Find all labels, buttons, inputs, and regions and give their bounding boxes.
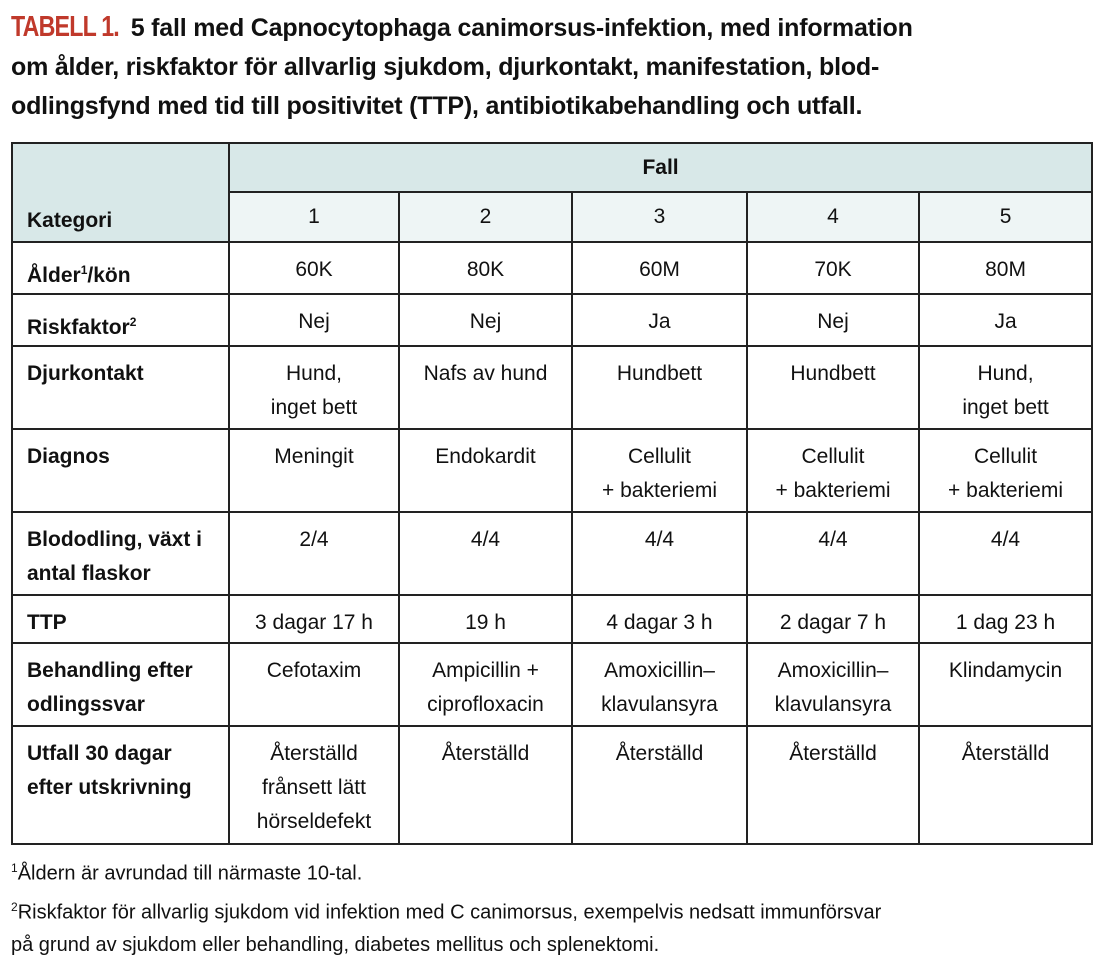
table-cell: 1 dag 23 h [919,595,1092,643]
case-number-header: 1 [229,192,399,242]
table-cell: Cellulit + bakteriemi [572,429,747,512]
row-category [12,643,229,726]
table-row [12,294,1092,346]
table-cell: Återställd [747,726,919,844]
category-label: Behandling efter odlingssvar [27,659,193,716]
caption-line: 5 fall med Capnocytophaga canimorsus-infektion, med information [130,14,913,42]
table-cell: Amoxicillin– klavulansyra [572,643,747,726]
row-category [12,512,229,595]
caption-line: om ålder, riskfaktor för allvarlig sjukdom, djurkontakt, manifestation, blod- [11,53,880,81]
case-number-header: 3 [572,192,747,242]
category-label: Ålder [27,264,81,287]
table-row [12,242,1092,294]
caption-line: odlingsfynd med tid till positivitet (TTP), antibiotikabehandling och utfall. [11,92,863,120]
row-category [12,346,229,429]
table-cell: Återställd [399,726,572,844]
footnote-ref: 2 [129,315,137,329]
footnotes [11,852,1101,962]
row-category [12,726,229,844]
footnote-text: Riskfaktor för allvarlig sjukdom vid infektion med C canimorsus, exempelvis nedsatt immunförsvar på grund av sjukdom eller behandling, diabetes mellitus och splenektomi. [11,901,882,957]
category-label: TTP [27,611,67,634]
caption-label: TABELL 1. [11,11,119,43]
case-number-header: 2 [399,192,572,242]
table-cell: 4/4 [747,512,919,595]
row-category [12,429,229,512]
row-category [12,294,229,346]
category-label: Utfall 30 dagar efter utskrivning [27,742,192,799]
category-suffix: /kön [87,264,131,287]
category-label: Blododling, växt i antal flaskor [27,528,203,585]
row-category [12,242,229,294]
category-label: Riskfaktor [27,316,130,339]
table-cell: Cefotaxim [229,643,399,726]
row-category [12,595,229,643]
table-cell: 2 dagar 7 h [747,595,919,643]
table-cell: Hundbett [572,346,747,429]
table-cell: Nej [747,294,919,346]
footnote [11,891,1101,962]
table-row [12,726,1092,844]
table-cell: Cellulit + bakteriemi [747,429,919,512]
footnote-mark: 2 [11,899,18,914]
case-number-header: 4 [747,192,919,242]
group-header: Fall [229,143,1092,192]
table-cell: 80M [919,242,1092,294]
table-row [12,346,1092,429]
table-cell: Ampicillin + ciprofloxacin [399,643,572,726]
table-cell: Återställd frånsett lätt hörseldefekt [229,726,399,844]
table-cell: Nej [399,294,572,346]
footnote-mark: 1 [11,861,18,875]
table-cell: Hund, inget bett [919,346,1092,429]
table-cell: 4/4 [919,512,1092,595]
table-row [12,595,1092,643]
table-row [12,512,1092,595]
table-cell: Ja [572,294,747,346]
table-cell: 2/4 [229,512,399,595]
table-row [12,429,1092,512]
table-cell: Meningit [229,429,399,512]
table-cell: Hundbett [747,346,919,429]
table-cell: Ja [919,294,1092,346]
table-cell: Cellulit + bakteriemi [919,429,1092,512]
table-cell: Endokardit [399,429,572,512]
table-cell: Hund, inget bett [229,346,399,429]
table-cell: 60M [572,242,747,294]
table-cell: 4/4 [399,512,572,595]
table-cell: 19 h [399,595,572,643]
table-cell: 4/4 [572,512,747,595]
category-header: Kategori [12,143,229,242]
category-label: Diagnos [27,445,110,468]
category-label: Djurkontakt [27,362,144,385]
table-cell: 4 dagar 3 h [572,595,747,643]
table-cell: 80K [399,242,572,294]
table-cell: 60K [229,242,399,294]
table-cell: Återställd [572,726,747,844]
case-table [11,142,1093,845]
footnote-ref: 1 [80,263,88,277]
table-caption [11,8,1101,126]
footnote [11,852,1101,891]
table-cell: 70K [747,242,919,294]
table-cell: Klindamycin [919,643,1092,726]
table-cell: Amoxicillin– klavulansyra [747,643,919,726]
footnote-text: Åldern är avrundad till närmaste 10-tal. [17,862,363,885]
table-cell: Återställd [919,726,1092,844]
table-row [12,643,1092,726]
case-number-header: 5 [919,192,1092,242]
table-cell: Nafs av hund [399,346,572,429]
table-cell: Nej [229,294,399,346]
table-cell: 3 dagar 17 h [229,595,399,643]
